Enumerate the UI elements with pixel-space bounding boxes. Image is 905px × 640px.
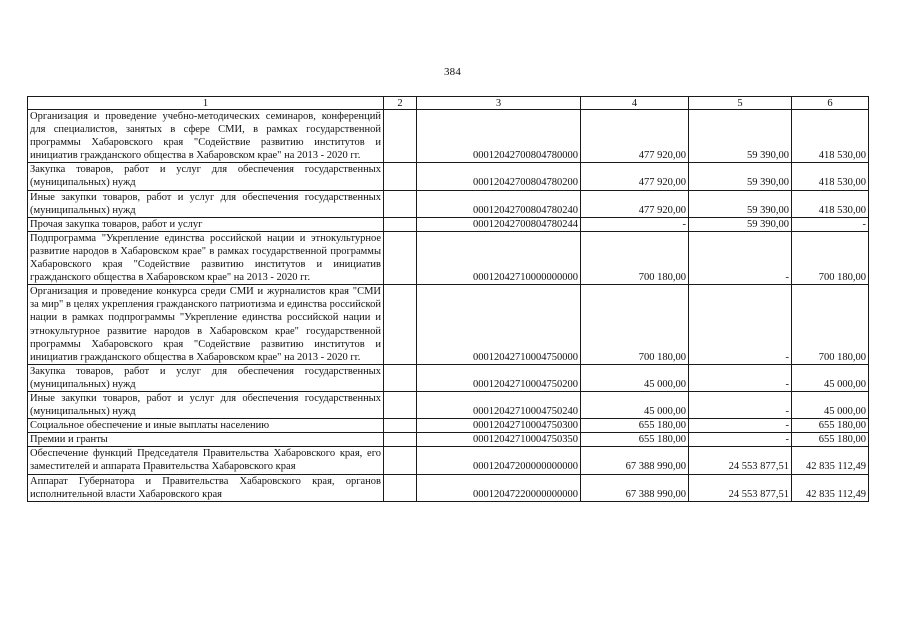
row-name: Иные закупки товаров, работ и услуг для обеспечения государственных (муниципальных) нужд (28, 391, 384, 418)
row-col5: - (689, 231, 792, 284)
header-cell: 1 (28, 97, 384, 110)
row-col2 (384, 447, 417, 474)
row-col4: 477 920,00 (581, 190, 689, 217)
row-col5: 24 553 877,51 (689, 474, 792, 501)
row-col4: 655 180,00 (581, 419, 689, 433)
row-col4: 700 180,00 (581, 231, 689, 284)
row-code: 00012047200000000000 (417, 447, 581, 474)
row-code: 00012042710004750240 (417, 391, 581, 418)
header-cell: 6 (792, 97, 869, 110)
row-code: 00012042700804780200 (417, 163, 581, 190)
table-row (28, 285, 869, 365)
row-code: 00012042700804780240 (417, 190, 581, 217)
row-col6: 655 180,00 (792, 419, 869, 433)
table-row (28, 217, 869, 231)
header-cell: 5 (689, 97, 792, 110)
row-name: Закупка товаров, работ и услуг для обеспечения государственных (муниципальных) нужд (28, 364, 384, 391)
row-col5: 59 390,00 (689, 163, 792, 190)
row-col6: 45 000,00 (792, 391, 869, 418)
row-col5: - (689, 433, 792, 447)
row-col6: 45 000,00 (792, 364, 869, 391)
row-name: Премии и гранты (28, 433, 384, 447)
row-code: 00012042700804780000 (417, 110, 581, 163)
row-code: 00012042710000000000 (417, 231, 581, 284)
row-code: 00012042710004750350 (417, 433, 581, 447)
row-col4: 67 388 990,00 (581, 474, 689, 501)
row-col2 (384, 419, 417, 433)
row-col5: 59 390,00 (689, 110, 792, 163)
row-col4: 477 920,00 (581, 163, 689, 190)
row-name: Прочая закупка товаров, работ и услуг (28, 217, 384, 231)
row-name: Подпрограмма "Укрепление единства российской нации и этнокультурное развитие народов в Хабаровском крае" в рамках государственной программы Хабаровского края "Содействие развитию институтов и инициатив гражданского общества в Хабаровском крае" на 2013 - 2020 гг. (28, 231, 384, 284)
row-col6: 700 180,00 (792, 231, 869, 284)
row-col4: 700 180,00 (581, 285, 689, 365)
row-col2 (384, 433, 417, 447)
row-col2 (384, 285, 417, 365)
page-number: 384 (443, 66, 462, 78)
row-code: 00012042710004750000 (417, 285, 581, 365)
row-col5: - (689, 391, 792, 418)
row-code: 00012042710004750300 (417, 419, 581, 433)
row-col2 (384, 163, 417, 190)
row-col4: 477 920,00 (581, 110, 689, 163)
budget-table (27, 96, 869, 502)
table-row (28, 231, 869, 284)
table-row (28, 391, 869, 418)
row-col2 (384, 231, 417, 284)
row-name: Социальное обеспечение и иные выплаты населению (28, 419, 384, 433)
row-col2 (384, 474, 417, 501)
table-row (28, 364, 869, 391)
table-row (28, 447, 869, 474)
row-code: 00012047220000000000 (417, 474, 581, 501)
row-code: 00012042700804780244 (417, 217, 581, 231)
row-col2 (384, 364, 417, 391)
table-row (28, 433, 869, 447)
row-col4: 45 000,00 (581, 364, 689, 391)
row-col2 (384, 110, 417, 163)
row-name: Иные закупки товаров, работ и услуг для обеспечения государственных (муниципальных) нужд (28, 190, 384, 217)
header-cell: 3 (417, 97, 581, 110)
header-cell: 4 (581, 97, 689, 110)
header-cell: 2 (384, 97, 417, 110)
row-name: Организация и проведение конкурса среди СМИ и журналистов края "СМИ за мир" в целях укрепления гражданского патриотизма и единства российской нации в рамках подпрограммы "Укрепление единства российской нации и этнокультурное развитие народов в Хабаровском крае" государственной программы Хабаровского края "Содействие развитию институтов и инициатив гражданского общества в Хабаровском крае" на 2013 - 2020 гг. (28, 285, 384, 365)
row-col4: 655 180,00 (581, 433, 689, 447)
table-row (28, 474, 869, 501)
row-name: Аппарат Губернатора и Правительства Хабаровского края, органов исполнительной власти Хабаровского края (28, 474, 384, 501)
row-col4: 45 000,00 (581, 391, 689, 418)
row-col5: 59 390,00 (689, 190, 792, 217)
row-col6: - (792, 217, 869, 231)
row-col2 (384, 217, 417, 231)
row-col5: 24 553 877,51 (689, 447, 792, 474)
row-name: Обеспечение функций Председателя Правительства Хабаровского края, его заместителей и аппарата Правительства Хабаровского края (28, 447, 384, 474)
row-col6: 700 180,00 (792, 285, 869, 365)
table-row (28, 163, 869, 190)
header-row (28, 97, 869, 110)
row-col4: - (581, 217, 689, 231)
row-name: Организация и проведение учебно-методических семинаров, конференций для специалистов, занятых в сфере СМИ, в рамках государственной программы Хабаровского края "Содействие развитию институтов и инициатив гражданского общества в Хабаровском крае" на 2013 - 2020 гг. (28, 110, 384, 163)
row-col2 (384, 190, 417, 217)
row-col2 (384, 391, 417, 418)
table-row (28, 110, 869, 163)
row-col5: 59 390,00 (689, 217, 792, 231)
row-code: 00012042710004750200 (417, 364, 581, 391)
row-col5: - (689, 285, 792, 365)
row-col6: 42 835 112,49 (792, 474, 869, 501)
table-row (28, 419, 869, 433)
row-col6: 418 530,00 (792, 190, 869, 217)
row-col6: 655 180,00 (792, 433, 869, 447)
row-col5: - (689, 364, 792, 391)
table-row (28, 190, 869, 217)
row-col6: 42 835 112,49 (792, 447, 869, 474)
row-name: Закупка товаров, работ и услуг для обеспечения государственных (муниципальных) нужд (28, 163, 384, 190)
row-col6: 418 530,00 (792, 110, 869, 163)
row-col5: - (689, 419, 792, 433)
row-col4: 67 388 990,00 (581, 447, 689, 474)
row-col6: 418 530,00 (792, 163, 869, 190)
